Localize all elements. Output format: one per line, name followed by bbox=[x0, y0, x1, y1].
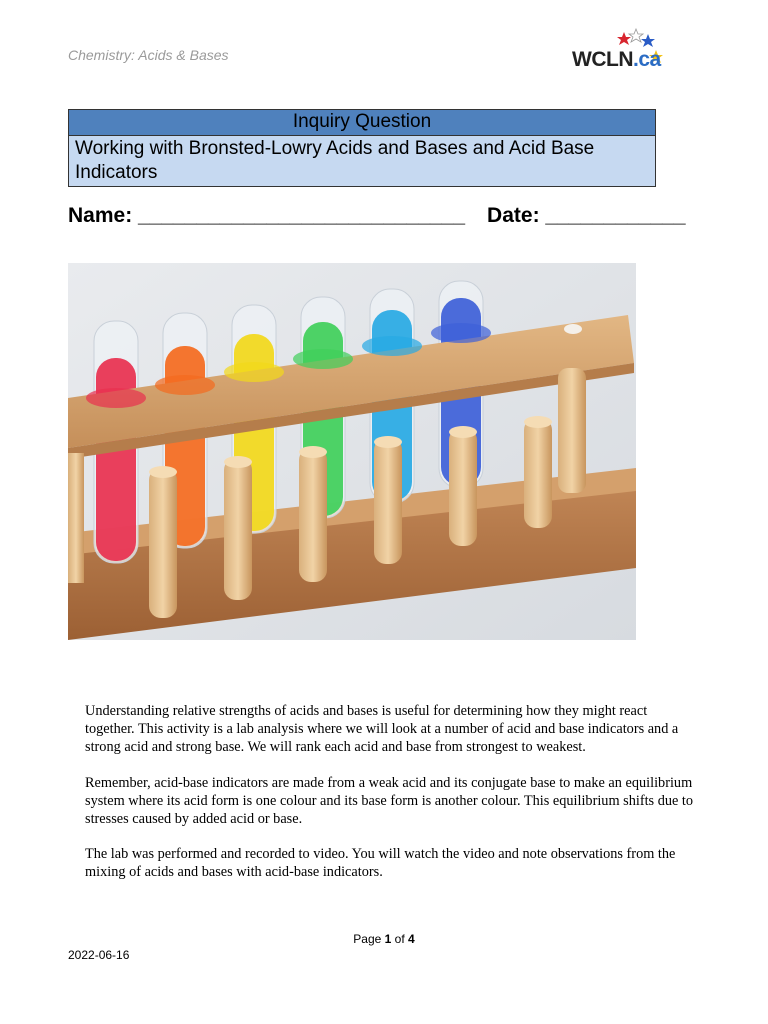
paragraph-2: Remember, acid-base indicators are made from a weak acid and its conjugate base to make an equilibrium system where its acid form is one colour and its base form is another colour. This equilibrium shifts due to stresses caused by added acid or base. bbox=[85, 775, 694, 827]
rack-peg-2 bbox=[224, 458, 252, 600]
rack-hole-5 bbox=[362, 336, 422, 356]
footer-date: 2022-06-16 bbox=[68, 948, 130, 962]
paragraph-1: Understanding relative strengths of acids and bases is useful for determining how they might react together. This activity is a lab analysis where we will look at a number of acid and base indicators and a strong acid and strong base. We will rank each acid and base from strongest to weakest. bbox=[85, 703, 679, 755]
rack-peg-3 bbox=[299, 448, 327, 582]
name-date-fields bbox=[68, 204, 686, 228]
page-number: Page 1 of 4 bbox=[353, 932, 415, 946]
logo-text-main: WCLN bbox=[572, 48, 633, 71]
rack-hole-4 bbox=[293, 349, 353, 369]
rack-hole-1 bbox=[86, 388, 146, 408]
rack-peg-5 bbox=[449, 428, 477, 546]
rack-peg-6 bbox=[524, 418, 552, 528]
rack-hole-3 bbox=[224, 362, 284, 382]
inquiry-heading: Inquiry Question bbox=[69, 110, 655, 136]
wcln-logo bbox=[570, 28, 670, 74]
rack-peg-1 bbox=[149, 468, 177, 618]
rack-peg-4 bbox=[374, 438, 402, 564]
inquiry-box bbox=[68, 109, 656, 187]
rack-hole-empty bbox=[564, 324, 582, 334]
inquiry-title: Working with Bronsted-Lowry Acids and Bases and Acid Base Indicators bbox=[69, 136, 655, 186]
rack-hole-2 bbox=[155, 375, 215, 395]
logo-text-suffix: .ca bbox=[632, 48, 661, 71]
paragraph-3: The lab was performed and recorded to video. You will watch the video and note observations from the mixing of acids and bases with acid-base indicators. bbox=[85, 846, 676, 880]
name-field[interactable]: Name: ____________________________ bbox=[68, 204, 466, 227]
rack-hole-6 bbox=[431, 323, 491, 343]
date-field[interactable]: Date: ____________ bbox=[487, 204, 686, 227]
test-tube-rack-photo bbox=[68, 263, 636, 640]
course-header: Chemistry: Acids & Bases bbox=[68, 47, 229, 63]
